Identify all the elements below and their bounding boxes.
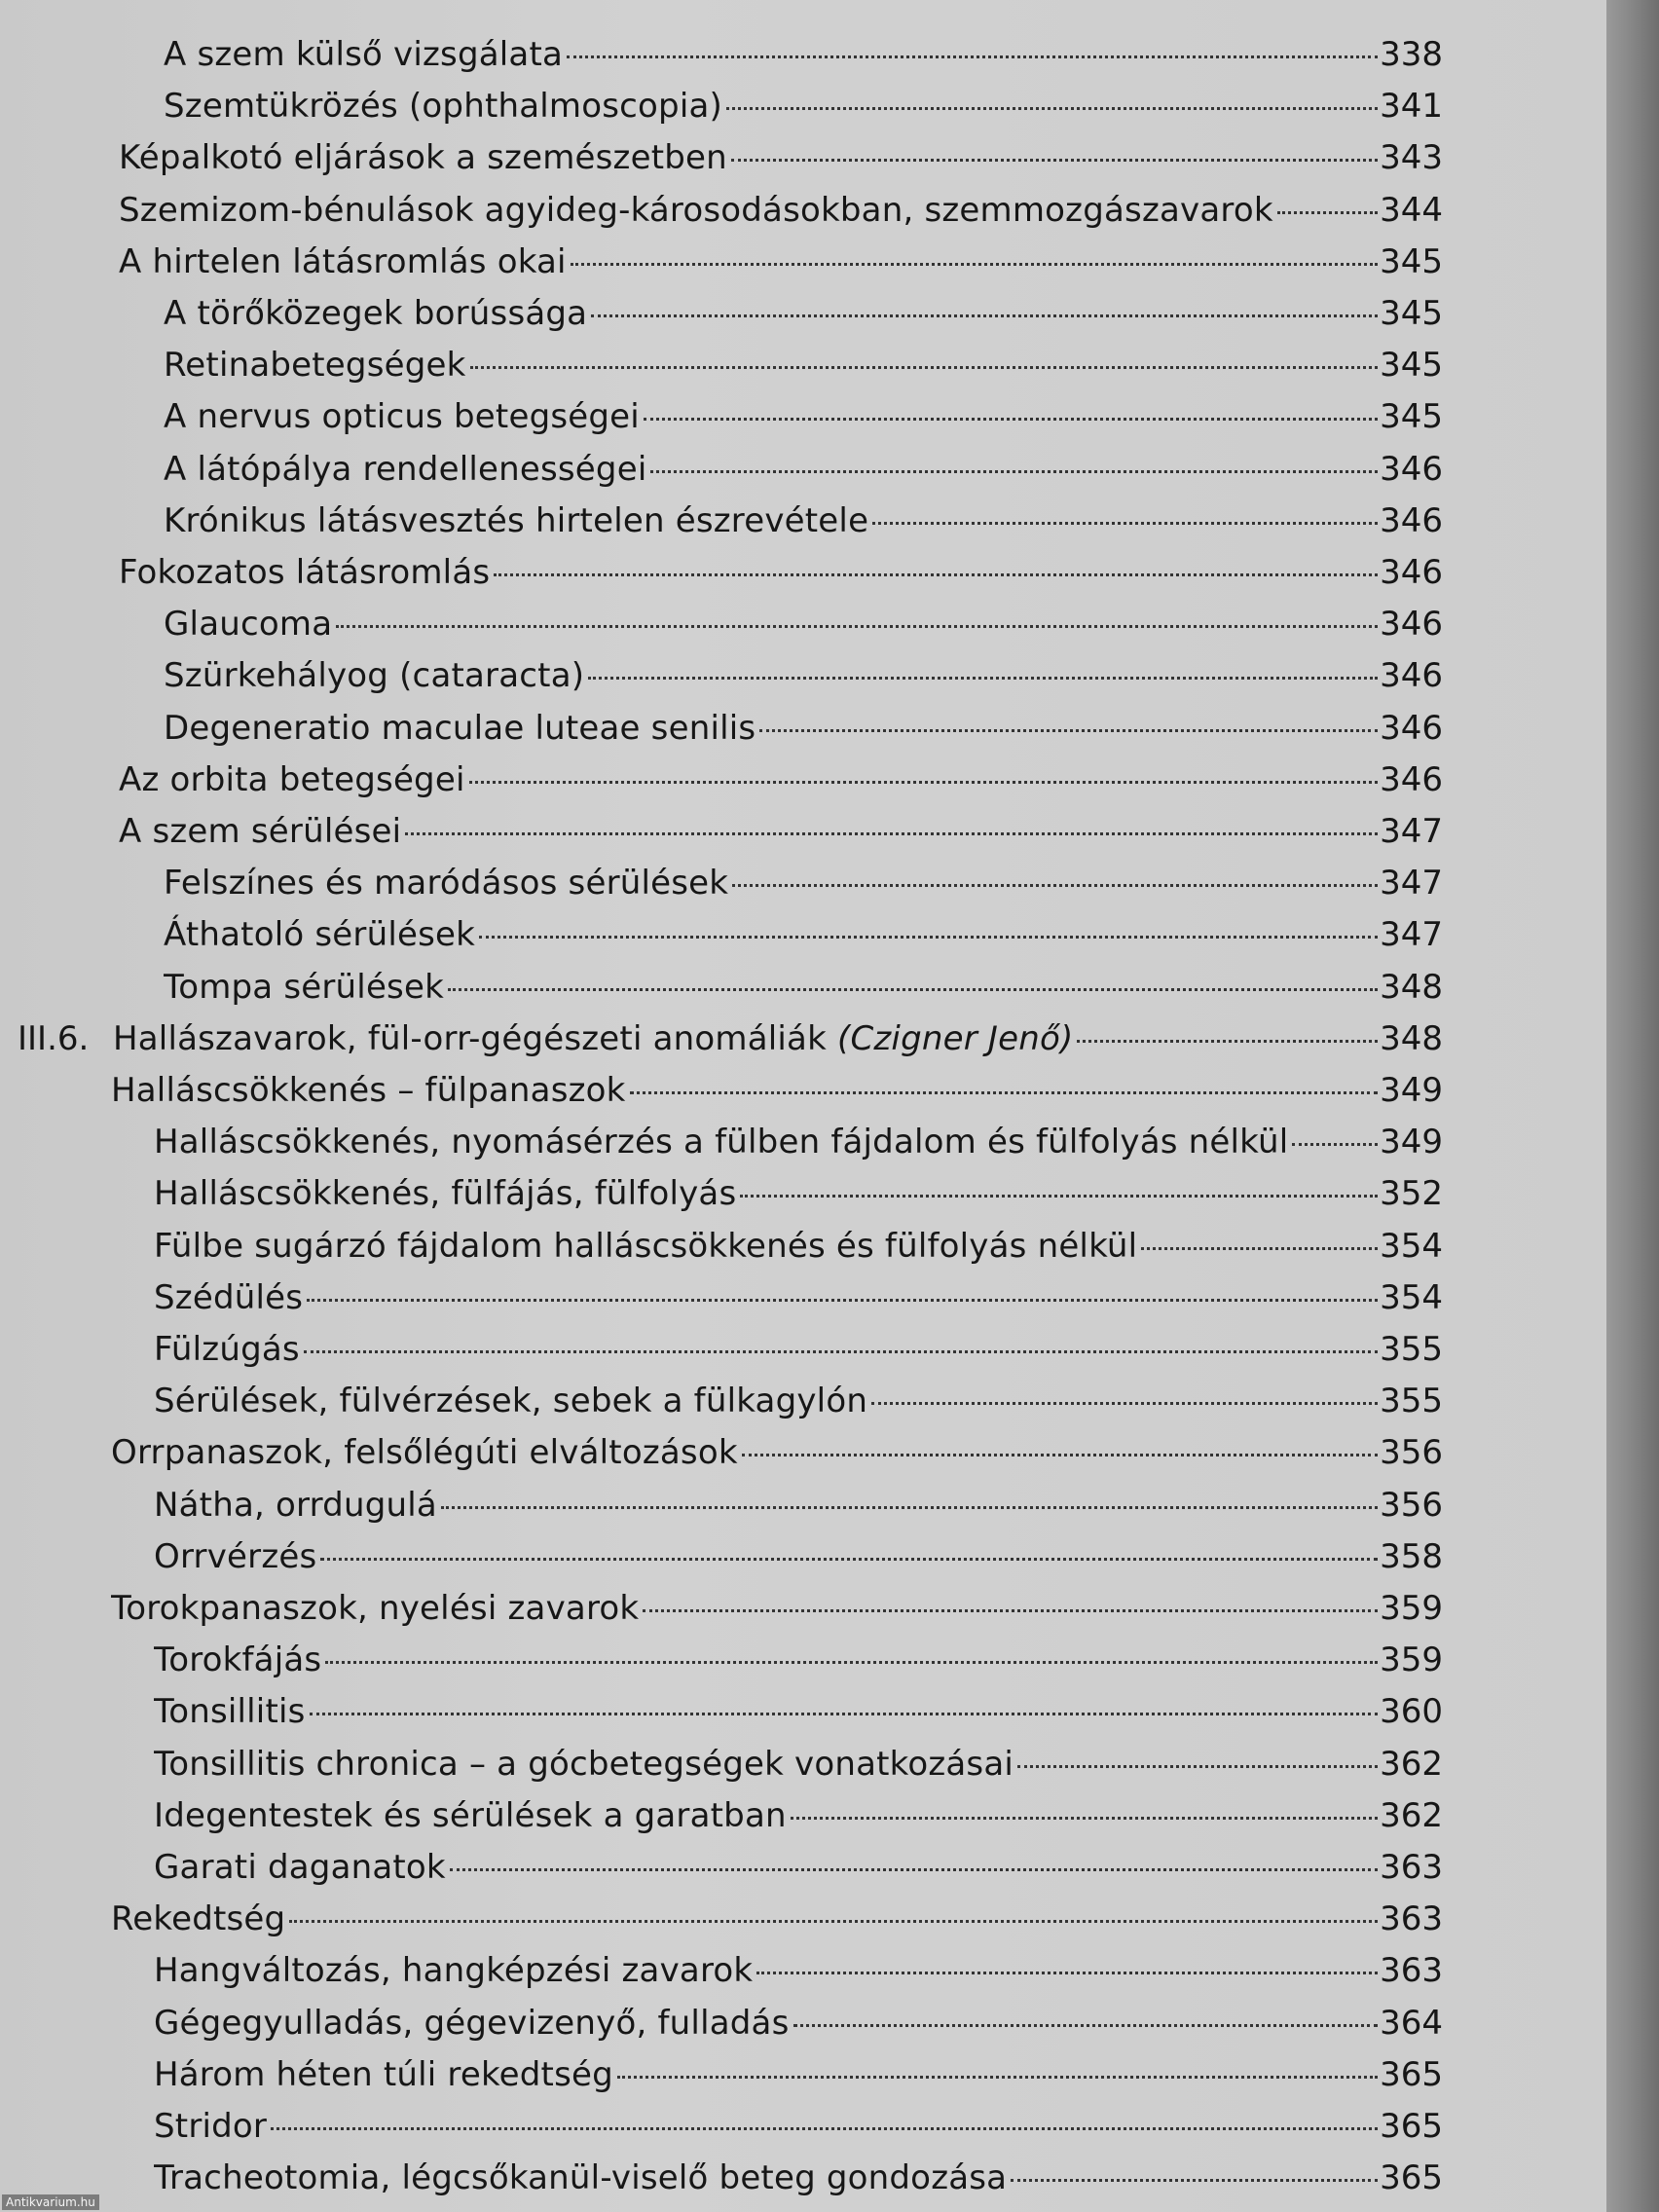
toc-entry[interactable] [164, 962, 1443, 1014]
toc-entry-title-text: A szem sérülései [119, 812, 402, 851]
watermark: Antikvarium.hu [2, 2194, 99, 2210]
toc-entry-title [164, 81, 722, 132]
toc-entry[interactable] [154, 1686, 1443, 1738]
toc-entry[interactable] [164, 391, 1443, 443]
toc-entry-title-text: A látópálya rendellenességei [164, 450, 647, 489]
toc-entry-title [154, 1221, 1137, 1272]
toc-page-number: 346 [1380, 450, 1443, 489]
toc-page-number: 352 [1380, 1174, 1443, 1213]
toc-page-number: 346 [1380, 553, 1443, 592]
toc-entry-title-text: Tonsillitis [154, 1692, 306, 1731]
dot-leader [1141, 1247, 1378, 1250]
toc-page-number: 347 [1380, 915, 1443, 954]
toc-entry-title-text: Garati daganatok [154, 1848, 446, 1887]
toc-page-number: 354 [1380, 1227, 1443, 1266]
toc-entry-title [154, 1945, 753, 1997]
dot-leader [567, 55, 1378, 58]
toc-page-number: 346 [1380, 709, 1443, 748]
toc-page-number: 343 [1380, 138, 1443, 177]
dot-leader [1292, 1143, 1378, 1146]
toc-entry-title-text: Képalkotó eljárások a szemészetben [119, 138, 727, 177]
toc-entry-title [119, 755, 465, 806]
toc-entry-title-text: Szemizom-bénulások agyideg-károsodásokban, szemmozgászavarok [119, 191, 1273, 230]
toc-entry-title [111, 1583, 639, 1635]
toc-entry[interactable] [164, 340, 1443, 391]
toc-entry-title [113, 1014, 1073, 1065]
toc-entry[interactable] [154, 2153, 1443, 2204]
toc-entry[interactable] [119, 237, 1443, 288]
dot-leader [630, 1091, 1379, 1094]
toc-entry-title-text: Halláscsökkenés, fülfájás, fülfolyás [154, 1174, 737, 1213]
toc-entry[interactable] [164, 599, 1443, 650]
toc-entry[interactable] [119, 806, 1443, 858]
toc-page-number: 364 [1380, 2004, 1443, 2043]
toc-entry-title [154, 1998, 790, 2049]
toc-entry-title [154, 1686, 306, 1738]
toc-page-number: 347 [1380, 812, 1443, 851]
dot-leader [1011, 2179, 1378, 2182]
toc-entry-title-text: A nervus opticus betegségei [164, 397, 640, 436]
dot-leader [644, 418, 1378, 421]
toc-entry-title [154, 1739, 1014, 1790]
toc-page-number: 363 [1380, 1899, 1443, 1938]
dot-leader [320, 1558, 1378, 1561]
toc-entry-title-text: Glaucoma [164, 605, 333, 644]
toc-entry[interactable] [164, 650, 1443, 702]
toc-entry-title [111, 1894, 285, 1945]
toc-entry-title [154, 1531, 316, 1583]
toc-entry-title-text: Krónikus látásvesztés hirtelen észrevétele [164, 501, 869, 540]
toc-entry[interactable] [154, 1945, 1443, 1997]
toc-page-number: 345 [1380, 242, 1443, 281]
toc-page-number: 359 [1380, 1589, 1443, 1628]
toc-page-number: 365 [1380, 2158, 1443, 2197]
dot-leader [791, 1817, 1378, 1820]
toc-entry-title-text: Fülzúgás [154, 1330, 300, 1369]
toc-entry-title-text: Stridor [154, 2107, 268, 2146]
dot-leader [469, 781, 1378, 784]
toc-entry-title [119, 185, 1273, 237]
toc-entry[interactable] [164, 858, 1443, 909]
toc-entry[interactable] [164, 81, 1443, 132]
dot-leader [1017, 1765, 1378, 1768]
dot-leader [1277, 211, 1378, 214]
toc-entry-title-text: Retinabetegségek [164, 346, 466, 385]
toc-entry-title [154, 1168, 736, 1220]
toc-entry-title-text: Halláscsökkenés, nyomásérzés a fülben fájdalom és fülfolyás nélkül [154, 1123, 1289, 1161]
toc-entry-title [164, 703, 756, 755]
toc-entry-title-text: Orrpanaszok, felsőlégúti elváltozások [111, 1433, 738, 1472]
toc-page-number: 362 [1380, 1796, 1443, 1835]
dot-leader [742, 1454, 1378, 1456]
toc-entry-title [119, 547, 490, 599]
toc-entry-title-text: Tonsillitis chronica – a gócbetegségek vonatkozásai [154, 1745, 1014, 1784]
toc-entry-title [164, 496, 868, 547]
toc-entry[interactable] [111, 1894, 1443, 1945]
toc-entry[interactable] [111, 1065, 1443, 1117]
toc-entry-title-text: Rekedtség [111, 1899, 286, 1938]
dot-leader [289, 1920, 1378, 1923]
dot-leader [756, 1972, 1378, 1974]
dot-leader [336, 625, 1378, 628]
toc-entry[interactable] [154, 1324, 1443, 1376]
toc-entry[interactable] [113, 1014, 1443, 1065]
dot-leader [405, 832, 1378, 835]
toc-entry-title [119, 237, 567, 288]
toc-page-number: 365 [1380, 2055, 1443, 2094]
dot-leader [1077, 1040, 1378, 1043]
toc-entry[interactable] [154, 1739, 1443, 1790]
toc-page-number: 363 [1380, 1848, 1443, 1887]
toc-entry-title [154, 2153, 1007, 2204]
toc-page-number: 338 [1380, 35, 1443, 74]
toc-entry[interactable] [111, 1583, 1443, 1635]
toc-entry[interactable] [154, 1790, 1443, 1842]
dot-leader [271, 2127, 1378, 2130]
toc-entry[interactable] [119, 547, 1443, 599]
dot-leader [450, 1868, 1378, 1871]
toc-entry-title-text: Szemtükrözés (ophthalmoscopia) [164, 87, 722, 126]
toc-entry[interactable] [154, 1376, 1443, 1427]
toc-entry[interactable] [154, 1117, 1443, 1168]
toc-page-number: 348 [1380, 968, 1443, 1007]
toc-entry-title [164, 858, 728, 909]
dot-leader [591, 314, 1378, 317]
toc-section-number: III.6. [18, 1019, 90, 1058]
toc-page-number: 346 [1380, 760, 1443, 799]
toc-page-number: 349 [1380, 1123, 1443, 1161]
dot-leader [731, 159, 1378, 162]
toc-entry[interactable] [164, 29, 1443, 81]
toc-entry-title [164, 29, 563, 81]
toc-entry[interactable] [154, 1480, 1443, 1531]
toc-entry-title [164, 340, 466, 391]
toc-entry[interactable] [164, 703, 1443, 755]
toc-page-number: 348 [1380, 1019, 1443, 1058]
toc-page-number: 347 [1380, 864, 1443, 903]
toc-page-number: 363 [1380, 1951, 1443, 1990]
toc-entry[interactable] [154, 1272, 1443, 1324]
toc-entry-title-text: Torokfájás [154, 1641, 322, 1679]
toc-entry-title [164, 288, 587, 340]
toc-entry-title [164, 391, 640, 443]
toc-entry-title-text: Tracheotomia, légcsőkanül-viselő beteg gondozása [154, 2158, 1008, 2197]
toc-page-number: 355 [1380, 1330, 1443, 1369]
toc-entry-title [164, 650, 584, 702]
toc-page-number: 341 [1380, 87, 1443, 126]
toc-entry-title [154, 1117, 1288, 1168]
dot-leader [310, 1713, 1379, 1715]
toc-page-number: 359 [1380, 1641, 1443, 1679]
toc-page-number: 349 [1380, 1071, 1443, 1110]
toc-entry[interactable] [154, 1221, 1443, 1272]
toc-entry-title [154, 2049, 613, 2101]
toc-entry-title [154, 1842, 446, 1894]
toc-entry-title [154, 1790, 787, 1842]
toc-entry[interactable] [164, 496, 1443, 547]
toc-entry-author: (Czigner Jenő) [836, 1019, 1074, 1058]
dot-leader [732, 884, 1378, 887]
toc-entry[interactable] [154, 1635, 1443, 1686]
toc-page-number: 355 [1380, 1382, 1443, 1420]
toc-entry-title-text: Gégegyulladás, gégevizenyő, fulladás [154, 2004, 790, 2043]
dot-leader [304, 1350, 1378, 1353]
toc-entry-title [154, 1324, 300, 1376]
toc-entry[interactable] [119, 185, 1443, 237]
dot-leader [494, 573, 1378, 576]
dot-leader [479, 936, 1378, 939]
dot-leader [617, 2076, 1378, 2079]
toc-entry[interactable] [164, 444, 1443, 496]
toc-entry-title [119, 806, 401, 858]
dot-leader [441, 1506, 1378, 1509]
toc-entry[interactable] [119, 132, 1443, 184]
toc-entry[interactable] [164, 909, 1443, 961]
toc-entry-title-text: Az orbita betegségei [119, 760, 465, 799]
dot-leader [588, 677, 1378, 680]
dot-leader [871, 1402, 1378, 1405]
toc-entry-title-text: Sérülések, fülvérzések, sebek a fülkagylón [154, 1382, 868, 1420]
toc-entry-title [119, 132, 727, 184]
toc-entry-title-text: Orrvérzés [154, 1537, 317, 1576]
toc-page-number: 345 [1380, 346, 1443, 385]
toc-page-number: 356 [1380, 1486, 1443, 1525]
toc-page-number: 346 [1380, 656, 1443, 695]
dot-leader [740, 1195, 1378, 1198]
page-binding-edge [1606, 0, 1659, 2212]
toc-entry-title-text: Torokpanaszok, nyelési zavarok [111, 1589, 640, 1628]
toc-entry[interactable] [111, 1427, 1443, 1479]
toc-entry-title-text: Idegentestek és sérülések a garatban [154, 1796, 787, 1835]
toc-entry-title [154, 1480, 437, 1531]
toc-entry[interactable] [154, 1168, 1443, 1220]
toc-entry[interactable] [154, 1842, 1443, 1894]
toc-page-number: 345 [1380, 397, 1443, 436]
dot-leader [726, 107, 1378, 110]
toc-entry-title-text: Hallászavarok, fül-orr-gégészeti anomáliák [113, 1019, 827, 1058]
dot-leader [759, 729, 1378, 732]
toc-entry[interactable] [164, 288, 1443, 340]
toc-entry-title [154, 1376, 867, 1427]
toc-entry-title-text: Fülbe sugárzó fájdalom halláscsökkenés és fülfolyás nélkül [154, 1227, 1138, 1266]
toc-page-number: 354 [1380, 1278, 1443, 1317]
toc-entry[interactable] [154, 1531, 1443, 1583]
toc-page-number: 358 [1380, 1537, 1443, 1576]
toc-page-number: 346 [1380, 501, 1443, 540]
toc-entry-title-text: A hirtelen látásromlás okai [119, 242, 567, 281]
toc-entry[interactable] [154, 2049, 1443, 2101]
toc-entry-title [154, 1272, 303, 1324]
toc-entry-title [164, 962, 444, 1014]
toc-entry-title-text: Halláscsökkenés – fülpanaszok [111, 1071, 626, 1110]
toc-entry-title [154, 1635, 321, 1686]
toc-entry-title-text: Szürkehályog (cataracta) [164, 656, 585, 695]
toc-page-number: 362 [1380, 1745, 1443, 1784]
dot-leader [571, 263, 1378, 266]
toc-entry-title-text: A szem külső vizsgálata [164, 35, 564, 74]
toc-entry-title-text: Három héten túli rekedtség [154, 2055, 613, 2094]
toc-entry-title-text: Fokozatos látásromlás [119, 553, 491, 592]
toc-entry-title-text: Hangváltozás, hangképzési zavarok [154, 1951, 754, 1990]
dot-leader [650, 470, 1378, 473]
toc-page-number: 360 [1380, 1692, 1443, 1731]
toc-entry[interactable] [154, 2101, 1443, 2153]
dot-leader [793, 2024, 1379, 2027]
dot-leader [470, 366, 1379, 369]
toc-page-number: 345 [1380, 294, 1443, 333]
dot-leader [325, 1661, 1378, 1664]
toc-entry-title-text: Felszínes és maródásos sérülések [164, 864, 729, 903]
toc-page-number: 365 [1380, 2107, 1443, 2146]
dot-leader [448, 988, 1378, 991]
toc-entry-title-text: Áthatoló sérülések [164, 915, 476, 954]
toc-entry-title-text: A törőközegek borússága [164, 294, 588, 333]
toc-entry-title-text: Nátha, orrdugulá [154, 1486, 437, 1525]
toc-entry-title-text: Degeneratio maculae luteae senilis [164, 709, 756, 748]
toc-page-number: 346 [1380, 605, 1443, 644]
toc-entry-title-text: Szédülés [154, 1278, 304, 1317]
toc-entry[interactable] [119, 755, 1443, 806]
toc-entry-title [164, 444, 646, 496]
toc-entry-title [164, 909, 475, 961]
toc-entry-title [154, 2101, 267, 2153]
dot-leader [872, 522, 1378, 525]
toc-entry-title-text: Tompa sérülések [164, 968, 444, 1007]
toc-entry-title [164, 599, 332, 650]
dot-leader [307, 1299, 1378, 1302]
toc-entry-title [111, 1427, 738, 1479]
toc-entry[interactable] [154, 1998, 1443, 2049]
toc-page-number: 344 [1380, 191, 1443, 230]
dot-leader [643, 1609, 1378, 1612]
toc-entry-title [111, 1065, 626, 1117]
toc-page-number: 356 [1380, 1433, 1443, 1472]
